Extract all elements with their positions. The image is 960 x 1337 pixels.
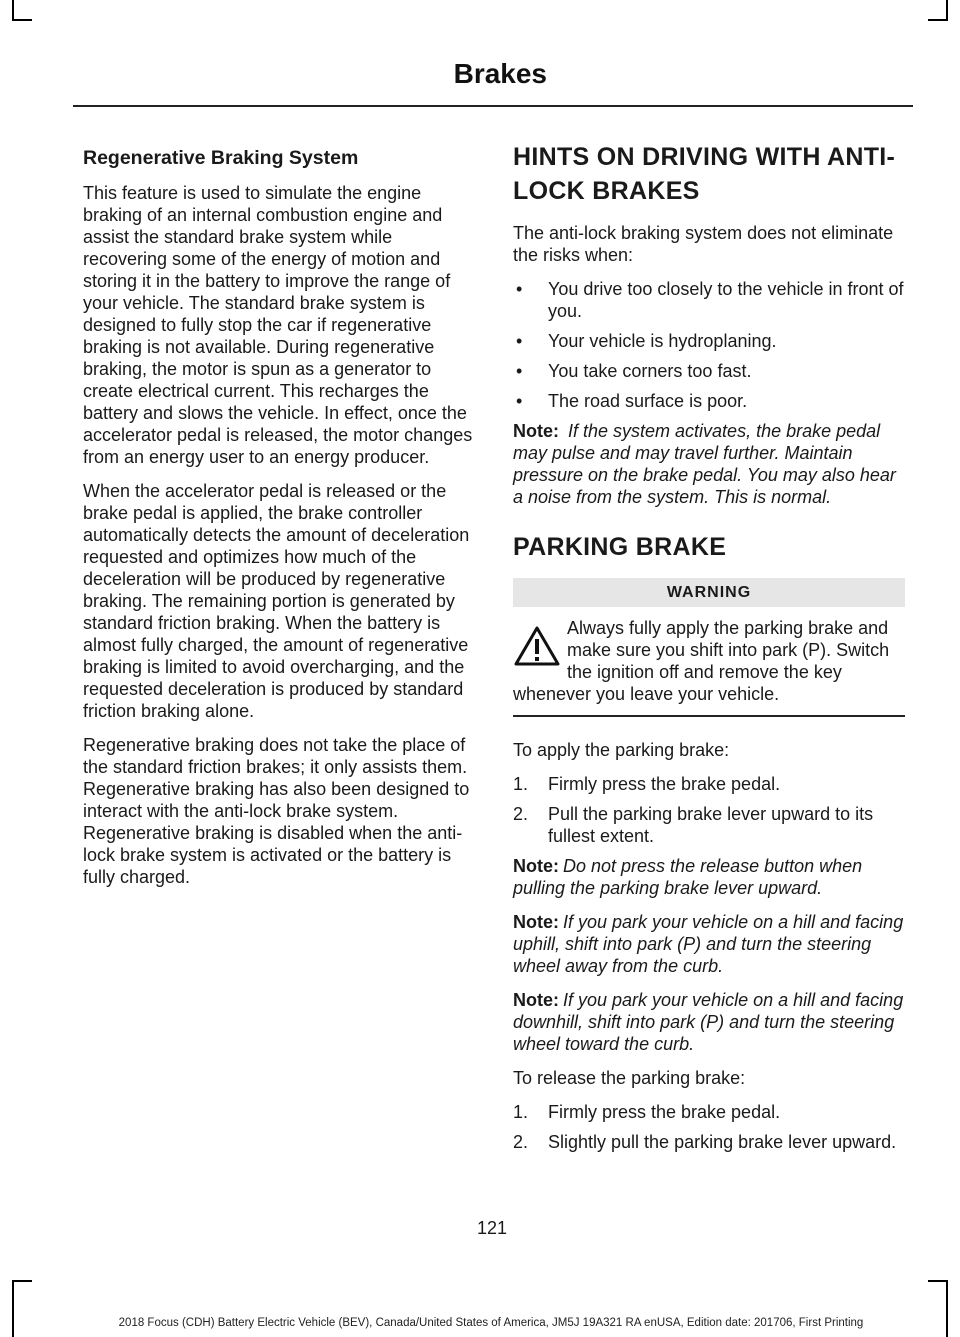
list-item	[513, 1131, 905, 1153]
list-item	[513, 330, 905, 352]
warning-label: WARNING	[513, 578, 905, 607]
warning-body	[513, 617, 905, 717]
step-text: Firmly press the brake pedal.	[548, 774, 781, 794]
bullet-mark: •	[516, 331, 523, 351]
crop-mark	[12, 1280, 14, 1337]
hints-heading: HINTS ON DRIVING WITH ANTI-LOCK BRAKES	[513, 143, 896, 205]
step-number: 1.	[513, 774, 529, 794]
bullet-mark: •	[516, 279, 523, 299]
list-item	[513, 773, 905, 795]
hints-note	[513, 420, 905, 508]
note-label: Note:	[513, 990, 559, 1010]
step-text: Pull the parking brake lever upward to its fullest extent.	[548, 804, 874, 846]
crop-mark	[946, 0, 948, 20]
parking-note	[513, 989, 905, 1055]
bullet-text: Your vehicle is hydroplaning.	[548, 331, 777, 351]
step-number: 2.	[513, 1132, 529, 1152]
regenerative-braking-heading: Regenerative Braking System	[83, 147, 359, 169]
note-label: Note:	[513, 421, 559, 441]
hints-intro: The anti-lock braking system does not eliminate the risks when:	[513, 223, 894, 265]
note-text: If you park your vehicle on a hill and facing downhill, shift into park (P) and turn the steering wheel toward the curb.	[513, 990, 904, 1054]
step-number: 2.	[513, 804, 529, 824]
footer-edition-info: 2018 Focus (CDH) Battery Electric Vehicle (BEV), Canada/United States of America, JM5J 19A321 RA enUSA, Edition date: 201706, First Printing	[118, 1317, 864, 1329]
warning-triangle-icon	[513, 625, 561, 667]
note-label: Note:	[513, 856, 559, 876]
note-text: If you park your vehicle on a hill and facing uphill, shift into park (P) and turn the steering wheel away from the curb.	[513, 912, 904, 976]
apply-steps	[513, 773, 905, 847]
step-number: 1.	[513, 1102, 529, 1122]
page-title: Brakes	[453, 58, 547, 89]
right-column	[513, 140, 905, 1161]
crop-mark	[928, 19, 948, 21]
list-item	[513, 390, 905, 412]
release-intro: To release the parking brake:	[513, 1068, 746, 1088]
step-text: Slightly pull the parking brake lever upward.	[548, 1132, 897, 1152]
note-text: Do not press the release button when pulling the parking brake lever upward.	[513, 856, 863, 898]
bullet-mark: •	[516, 361, 523, 381]
hints-bullet-list	[513, 278, 905, 412]
warning-box	[513, 578, 905, 717]
note-text: If the system activates, the brake pedal may pulse and may travel further. Maintain pressure on the brake pedal. You may also hear a noise from the system. This is normal.	[513, 421, 896, 507]
crop-mark	[12, 1280, 32, 1282]
left-column	[83, 140, 475, 900]
parking-note	[513, 855, 905, 899]
list-item	[513, 1101, 905, 1123]
crop-mark	[12, 19, 32, 21]
bullet-text: You take corners too fast.	[548, 361, 752, 381]
apply-intro: To apply the parking brake:	[513, 740, 730, 760]
list-item	[513, 803, 905, 847]
crop-mark	[928, 1280, 948, 1282]
paragraph: Regenerative braking does not take the place of the standard friction brakes; it only assists them. Regenerative braking has also been designed to interact with the anti-lock brake system. Regenerative braking is disabled when the anti-lock brake system is activated or the battery is fully charged.	[83, 735, 470, 887]
list-item	[513, 360, 905, 382]
note-label: Note:	[513, 912, 559, 932]
paragraph: When the accelerator pedal is released or the brake pedal is applied, the brake controller automatically detects the amount of deceleration requested and optimizes how much of the deceleration will be produced by regenerative braking. The remaining portion is generated by standard friction braking. When the battery is almost fully charged, the amount of regenerative braking is limited to avoid overcharging, and the requested deceleration is produced by standard friction braking alone.	[83, 481, 470, 721]
release-steps	[513, 1101, 905, 1153]
bullet-mark: •	[516, 391, 523, 411]
header-divider	[73, 105, 913, 107]
page-number: 121	[476, 1218, 508, 1238]
paragraph: This feature is used to simulate the engine braking of an internal combustion engine and assist the standard brake system while recovering some of the energy of motion and storing it in the battery to improve the range of your vehicle. The standard brake system is designed to fully stop the car if regenerative braking is not available. During regenerative braking, the motor is spun as a generator to create electrical current. This recharges the battery and slows the vehicle. In effect, once the accelerator pedal is released, the motor changes from an energy user to an energy producer.	[83, 183, 473, 467]
parking-note	[513, 911, 905, 977]
crop-mark	[12, 0, 14, 20]
list-item	[513, 278, 905, 322]
parking-brake-heading: PARKING BRAKE	[513, 533, 727, 561]
warning-text: Always fully apply the parking brake and make sure you shift into park (P). Switch the ignition off and remove the key whenever you leave your vehicle.	[513, 618, 890, 704]
bullet-text: The road surface is poor.	[548, 391, 748, 411]
step-text: Firmly press the brake pedal.	[548, 1102, 781, 1122]
bullet-text: You drive too closely to the vehicle in front of you.	[548, 279, 904, 321]
